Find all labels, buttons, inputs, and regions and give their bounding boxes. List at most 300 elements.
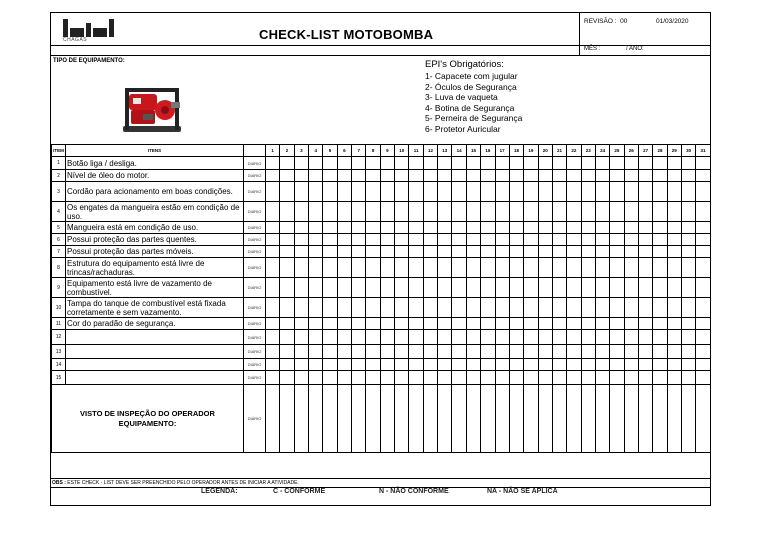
- signature-cell[interactable]: [667, 385, 681, 453]
- check-cell[interactable]: [538, 345, 552, 359]
- check-cell[interactable]: [653, 278, 667, 298]
- check-cell[interactable]: [280, 278, 294, 298]
- check-cell[interactable]: [481, 202, 495, 222]
- check-cell[interactable]: [552, 278, 566, 298]
- check-cell[interactable]: [595, 330, 609, 345]
- check-cell[interactable]: [352, 157, 366, 170]
- check-cell[interactable]: [624, 170, 638, 182]
- check-cell[interactable]: [567, 157, 581, 170]
- check-cell[interactable]: [337, 371, 351, 385]
- check-cell[interactable]: [266, 182, 280, 202]
- check-cell[interactable]: [509, 278, 523, 298]
- check-cell[interactable]: [524, 359, 538, 371]
- check-cell[interactable]: [395, 202, 409, 222]
- check-cell[interactable]: [638, 246, 652, 258]
- signature-cell[interactable]: [337, 385, 351, 453]
- check-cell[interactable]: [509, 202, 523, 222]
- check-cell[interactable]: [409, 157, 423, 170]
- check-cell[interactable]: [438, 170, 452, 182]
- check-cell[interactable]: [624, 330, 638, 345]
- check-cell[interactable]: [452, 278, 466, 298]
- check-cell[interactable]: [667, 298, 681, 318]
- check-cell[interactable]: [681, 330, 695, 345]
- check-cell[interactable]: [581, 318, 595, 330]
- signature-cell[interactable]: [653, 385, 667, 453]
- check-cell[interactable]: [481, 157, 495, 170]
- check-cell[interactable]: [638, 359, 652, 371]
- check-cell[interactable]: [266, 258, 280, 278]
- check-cell[interactable]: [294, 246, 308, 258]
- check-cell[interactable]: [266, 359, 280, 371]
- check-cell[interactable]: [395, 234, 409, 246]
- check-cell[interactable]: [323, 222, 337, 234]
- check-cell[interactable]: [366, 258, 380, 278]
- check-cell[interactable]: [552, 202, 566, 222]
- check-cell[interactable]: [509, 222, 523, 234]
- check-cell[interactable]: [294, 182, 308, 202]
- check-cell[interactable]: [638, 170, 652, 182]
- check-cell[interactable]: [495, 318, 509, 330]
- check-cell[interactable]: [653, 318, 667, 330]
- check-cell[interactable]: [380, 258, 394, 278]
- check-cell[interactable]: [366, 157, 380, 170]
- check-cell[interactable]: [552, 246, 566, 258]
- check-cell[interactable]: [610, 298, 624, 318]
- check-cell[interactable]: [624, 234, 638, 246]
- check-cell[interactable]: [466, 170, 480, 182]
- check-cell[interactable]: [337, 222, 351, 234]
- check-cell[interactable]: [567, 222, 581, 234]
- check-cell[interactable]: [552, 157, 566, 170]
- check-cell[interactable]: [696, 359, 710, 371]
- check-cell[interactable]: [696, 202, 710, 222]
- check-cell[interactable]: [423, 345, 437, 359]
- check-cell[interactable]: [481, 330, 495, 345]
- check-cell[interactable]: [624, 318, 638, 330]
- check-cell[interactable]: [323, 359, 337, 371]
- check-cell[interactable]: [323, 318, 337, 330]
- check-cell[interactable]: [266, 246, 280, 258]
- check-cell[interactable]: [280, 330, 294, 345]
- check-cell[interactable]: [438, 182, 452, 202]
- check-cell[interactable]: [352, 234, 366, 246]
- check-cell[interactable]: [452, 157, 466, 170]
- check-cell[interactable]: [624, 258, 638, 278]
- check-cell[interactable]: [481, 371, 495, 385]
- signature-cell[interactable]: [567, 385, 581, 453]
- check-cell[interactable]: [452, 234, 466, 246]
- check-cell[interactable]: [495, 234, 509, 246]
- check-cell[interactable]: [538, 182, 552, 202]
- check-cell[interactable]: [423, 278, 437, 298]
- check-cell[interactable]: [266, 234, 280, 246]
- check-cell[interactable]: [280, 345, 294, 359]
- check-cell[interactable]: [409, 170, 423, 182]
- check-cell[interactable]: [423, 359, 437, 371]
- check-cell[interactable]: [638, 345, 652, 359]
- check-cell[interactable]: [438, 258, 452, 278]
- check-cell[interactable]: [380, 202, 394, 222]
- check-cell[interactable]: [552, 298, 566, 318]
- check-cell[interactable]: [567, 318, 581, 330]
- check-cell[interactable]: [638, 157, 652, 170]
- check-cell[interactable]: [294, 371, 308, 385]
- check-cell[interactable]: [495, 345, 509, 359]
- check-cell[interactable]: [552, 182, 566, 202]
- check-cell[interactable]: [438, 298, 452, 318]
- check-cell[interactable]: [681, 359, 695, 371]
- check-cell[interactable]: [309, 202, 323, 222]
- check-cell[interactable]: [624, 246, 638, 258]
- check-cell[interactable]: [423, 258, 437, 278]
- check-cell[interactable]: [337, 318, 351, 330]
- check-cell[interactable]: [653, 157, 667, 170]
- check-cell[interactable]: [466, 359, 480, 371]
- check-cell[interactable]: [337, 258, 351, 278]
- check-cell[interactable]: [681, 258, 695, 278]
- check-cell[interactable]: [380, 330, 394, 345]
- check-cell[interactable]: [409, 182, 423, 202]
- check-cell[interactable]: [309, 182, 323, 202]
- check-cell[interactable]: [481, 246, 495, 258]
- signature-cell[interactable]: [309, 385, 323, 453]
- check-cell[interactable]: [452, 318, 466, 330]
- check-cell[interactable]: [395, 278, 409, 298]
- check-cell[interactable]: [509, 298, 523, 318]
- check-cell[interactable]: [481, 318, 495, 330]
- check-cell[interactable]: [552, 330, 566, 345]
- check-cell[interactable]: [366, 318, 380, 330]
- check-cell[interactable]: [595, 202, 609, 222]
- check-cell[interactable]: [481, 345, 495, 359]
- check-cell[interactable]: [595, 298, 609, 318]
- signature-cell[interactable]: [395, 385, 409, 453]
- check-cell[interactable]: [552, 318, 566, 330]
- check-cell[interactable]: [294, 278, 308, 298]
- check-cell[interactable]: [624, 359, 638, 371]
- check-cell[interactable]: [595, 371, 609, 385]
- check-cell[interactable]: [610, 202, 624, 222]
- check-cell[interactable]: [681, 371, 695, 385]
- check-cell[interactable]: [366, 371, 380, 385]
- check-cell[interactable]: [667, 182, 681, 202]
- check-cell[interactable]: [438, 345, 452, 359]
- check-cell[interactable]: [466, 330, 480, 345]
- check-cell[interactable]: [309, 318, 323, 330]
- check-cell[interactable]: [567, 202, 581, 222]
- check-cell[interactable]: [581, 371, 595, 385]
- check-cell[interactable]: [696, 258, 710, 278]
- check-cell[interactable]: [452, 298, 466, 318]
- check-cell[interactable]: [309, 234, 323, 246]
- check-cell[interactable]: [309, 345, 323, 359]
- check-cell[interactable]: [280, 318, 294, 330]
- check-cell[interactable]: [280, 234, 294, 246]
- check-cell[interactable]: [495, 170, 509, 182]
- check-cell[interactable]: [667, 234, 681, 246]
- check-cell[interactable]: [696, 330, 710, 345]
- check-cell[interactable]: [681, 298, 695, 318]
- check-cell[interactable]: [423, 182, 437, 202]
- check-cell[interactable]: [581, 258, 595, 278]
- check-cell[interactable]: [380, 278, 394, 298]
- check-cell[interactable]: [610, 330, 624, 345]
- check-cell[interactable]: [423, 157, 437, 170]
- check-cell[interactable]: [638, 371, 652, 385]
- check-cell[interactable]: [524, 258, 538, 278]
- signature-cell[interactable]: [452, 385, 466, 453]
- check-cell[interactable]: [581, 298, 595, 318]
- check-cell[interactable]: [595, 318, 609, 330]
- check-cell[interactable]: [395, 345, 409, 359]
- check-cell[interactable]: [552, 359, 566, 371]
- check-cell[interactable]: [481, 258, 495, 278]
- check-cell[interactable]: [294, 202, 308, 222]
- check-cell[interactable]: [667, 371, 681, 385]
- check-cell[interactable]: [624, 298, 638, 318]
- check-cell[interactable]: [380, 298, 394, 318]
- check-cell[interactable]: [395, 182, 409, 202]
- check-cell[interactable]: [638, 234, 652, 246]
- check-cell[interactable]: [266, 170, 280, 182]
- check-cell[interactable]: [395, 157, 409, 170]
- check-cell[interactable]: [309, 170, 323, 182]
- check-cell[interactable]: [294, 234, 308, 246]
- check-cell[interactable]: [280, 222, 294, 234]
- check-cell[interactable]: [395, 298, 409, 318]
- check-cell[interactable]: [280, 246, 294, 258]
- check-cell[interactable]: [452, 182, 466, 202]
- check-cell[interactable]: [481, 222, 495, 234]
- check-cell[interactable]: [380, 345, 394, 359]
- check-cell[interactable]: [495, 246, 509, 258]
- check-cell[interactable]: [681, 278, 695, 298]
- check-cell[interactable]: [509, 345, 523, 359]
- check-cell[interactable]: [452, 359, 466, 371]
- check-cell[interactable]: [653, 182, 667, 202]
- check-cell[interactable]: [452, 330, 466, 345]
- check-cell[interactable]: [409, 222, 423, 234]
- signature-cell[interactable]: [610, 385, 624, 453]
- check-cell[interactable]: [309, 157, 323, 170]
- check-cell[interactable]: [524, 330, 538, 345]
- check-cell[interactable]: [638, 222, 652, 234]
- signature-cell[interactable]: [524, 385, 538, 453]
- check-cell[interactable]: [352, 298, 366, 318]
- check-cell[interactable]: [567, 182, 581, 202]
- check-cell[interactable]: [294, 345, 308, 359]
- check-cell[interactable]: [495, 258, 509, 278]
- check-cell[interactable]: [538, 157, 552, 170]
- check-cell[interactable]: [696, 246, 710, 258]
- signature-cell[interactable]: [366, 385, 380, 453]
- signature-cell[interactable]: [624, 385, 638, 453]
- check-cell[interactable]: [667, 246, 681, 258]
- check-cell[interactable]: [524, 234, 538, 246]
- check-cell[interactable]: [567, 278, 581, 298]
- check-cell[interactable]: [667, 278, 681, 298]
- check-cell[interactable]: [696, 371, 710, 385]
- check-cell[interactable]: [409, 330, 423, 345]
- check-cell[interactable]: [538, 318, 552, 330]
- check-cell[interactable]: [294, 258, 308, 278]
- check-cell[interactable]: [681, 345, 695, 359]
- check-cell[interactable]: [438, 222, 452, 234]
- check-cell[interactable]: [567, 345, 581, 359]
- check-cell[interactable]: [266, 371, 280, 385]
- check-cell[interactable]: [524, 246, 538, 258]
- check-cell[interactable]: [337, 202, 351, 222]
- check-cell[interactable]: [294, 359, 308, 371]
- check-cell[interactable]: [452, 170, 466, 182]
- check-cell[interactable]: [567, 330, 581, 345]
- check-cell[interactable]: [352, 345, 366, 359]
- check-cell[interactable]: [653, 202, 667, 222]
- check-cell[interactable]: [595, 234, 609, 246]
- check-cell[interactable]: [552, 222, 566, 234]
- check-cell[interactable]: [696, 222, 710, 234]
- check-cell[interactable]: [538, 359, 552, 371]
- check-cell[interactable]: [294, 222, 308, 234]
- check-cell[interactable]: [667, 170, 681, 182]
- check-cell[interactable]: [581, 278, 595, 298]
- check-cell[interactable]: [524, 318, 538, 330]
- check-cell[interactable]: [352, 318, 366, 330]
- check-cell[interactable]: [667, 318, 681, 330]
- check-cell[interactable]: [581, 170, 595, 182]
- check-cell[interactable]: [366, 234, 380, 246]
- check-cell[interactable]: [352, 182, 366, 202]
- check-cell[interactable]: [581, 246, 595, 258]
- check-cell[interactable]: [524, 345, 538, 359]
- check-cell[interactable]: [309, 258, 323, 278]
- check-cell[interactable]: [653, 234, 667, 246]
- check-cell[interactable]: [610, 345, 624, 359]
- check-cell[interactable]: [610, 234, 624, 246]
- check-cell[interactable]: [409, 345, 423, 359]
- check-cell[interactable]: [681, 246, 695, 258]
- check-cell[interactable]: [395, 222, 409, 234]
- check-cell[interactable]: [294, 157, 308, 170]
- signature-cell[interactable]: [495, 385, 509, 453]
- check-cell[interactable]: [366, 202, 380, 222]
- signature-cell[interactable]: [595, 385, 609, 453]
- check-cell[interactable]: [524, 298, 538, 318]
- check-cell[interactable]: [352, 278, 366, 298]
- check-cell[interactable]: [466, 258, 480, 278]
- check-cell[interactable]: [595, 222, 609, 234]
- check-cell[interactable]: [309, 222, 323, 234]
- check-cell[interactable]: [438, 202, 452, 222]
- check-cell[interactable]: [466, 222, 480, 234]
- check-cell[interactable]: [610, 278, 624, 298]
- check-cell[interactable]: [438, 371, 452, 385]
- check-cell[interactable]: [667, 157, 681, 170]
- check-cell[interactable]: [466, 182, 480, 202]
- signature-cell[interactable]: [481, 385, 495, 453]
- check-cell[interactable]: [309, 298, 323, 318]
- check-cell[interactable]: [552, 170, 566, 182]
- check-cell[interactable]: [352, 170, 366, 182]
- check-cell[interactable]: [280, 182, 294, 202]
- check-cell[interactable]: [667, 202, 681, 222]
- check-cell[interactable]: [524, 202, 538, 222]
- check-cell[interactable]: [466, 234, 480, 246]
- check-cell[interactable]: [366, 298, 380, 318]
- check-cell[interactable]: [681, 318, 695, 330]
- signature-cell[interactable]: [280, 385, 294, 453]
- check-cell[interactable]: [452, 202, 466, 222]
- check-cell[interactable]: [495, 202, 509, 222]
- check-cell[interactable]: [581, 182, 595, 202]
- check-cell[interactable]: [495, 359, 509, 371]
- signature-cell[interactable]: [352, 385, 366, 453]
- signature-cell[interactable]: [538, 385, 552, 453]
- check-cell[interactable]: [653, 371, 667, 385]
- signature-cell[interactable]: [509, 385, 523, 453]
- check-cell[interactable]: [696, 298, 710, 318]
- check-cell[interactable]: [581, 330, 595, 345]
- check-cell[interactable]: [696, 170, 710, 182]
- check-cell[interactable]: [337, 182, 351, 202]
- check-cell[interactable]: [466, 371, 480, 385]
- check-cell[interactable]: [481, 359, 495, 371]
- signature-cell[interactable]: [423, 385, 437, 453]
- check-cell[interactable]: [366, 182, 380, 202]
- check-cell[interactable]: [266, 298, 280, 318]
- check-cell[interactable]: [595, 182, 609, 202]
- check-cell[interactable]: [452, 345, 466, 359]
- signature-cell[interactable]: [380, 385, 394, 453]
- check-cell[interactable]: [452, 371, 466, 385]
- check-cell[interactable]: [366, 222, 380, 234]
- check-cell[interactable]: [452, 222, 466, 234]
- check-cell[interactable]: [409, 318, 423, 330]
- check-cell[interactable]: [624, 182, 638, 202]
- check-cell[interactable]: [466, 298, 480, 318]
- check-cell[interactable]: [581, 359, 595, 371]
- check-cell[interactable]: [681, 157, 695, 170]
- check-cell[interactable]: [409, 258, 423, 278]
- check-cell[interactable]: [409, 298, 423, 318]
- check-cell[interactable]: [581, 222, 595, 234]
- signature-cell[interactable]: [696, 385, 710, 453]
- check-cell[interactable]: [409, 278, 423, 298]
- check-cell[interactable]: [681, 234, 695, 246]
- check-cell[interactable]: [380, 170, 394, 182]
- check-cell[interactable]: [352, 371, 366, 385]
- check-cell[interactable]: [552, 258, 566, 278]
- check-cell[interactable]: [337, 330, 351, 345]
- check-cell[interactable]: [438, 157, 452, 170]
- check-cell[interactable]: [481, 278, 495, 298]
- check-cell[interactable]: [610, 157, 624, 170]
- check-cell[interactable]: [538, 278, 552, 298]
- check-cell[interactable]: [524, 157, 538, 170]
- check-cell[interactable]: [696, 157, 710, 170]
- check-cell[interactable]: [481, 170, 495, 182]
- check-cell[interactable]: [266, 222, 280, 234]
- check-cell[interactable]: [294, 298, 308, 318]
- check-cell[interactable]: [352, 330, 366, 345]
- check-cell[interactable]: [495, 222, 509, 234]
- check-cell[interactable]: [667, 222, 681, 234]
- check-cell[interactable]: [280, 202, 294, 222]
- check-cell[interactable]: [423, 170, 437, 182]
- check-cell[interactable]: [538, 222, 552, 234]
- check-cell[interactable]: [409, 371, 423, 385]
- signature-cell[interactable]: [466, 385, 480, 453]
